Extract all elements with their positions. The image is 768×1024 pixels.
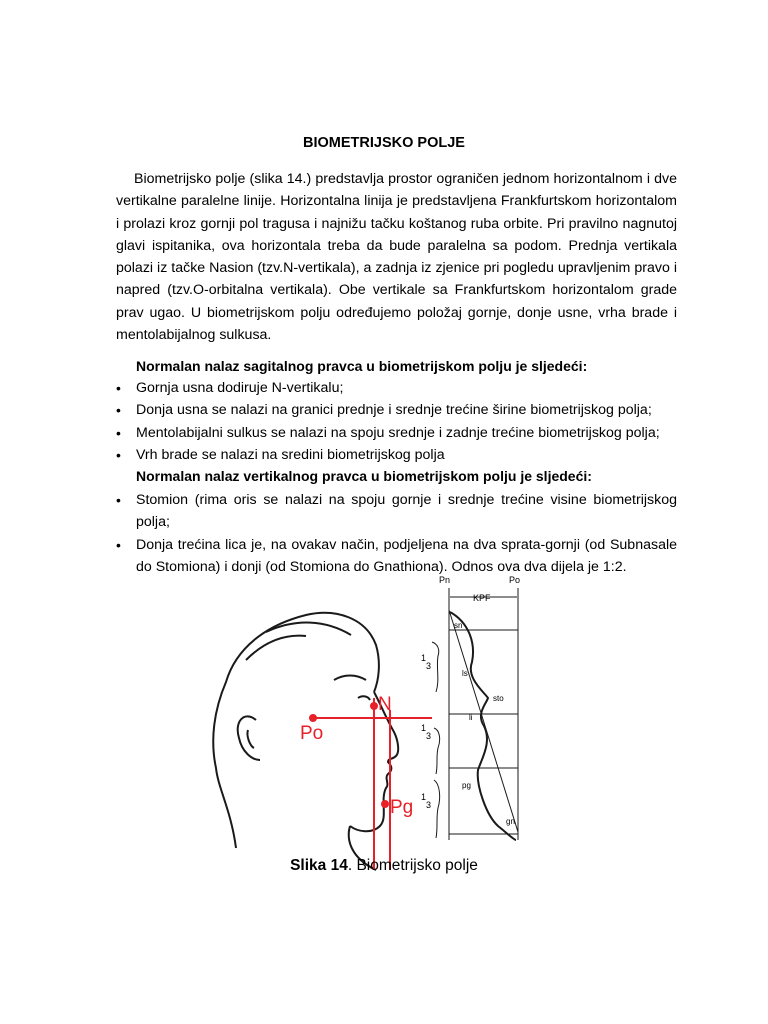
figure-caption	[0, 857, 768, 875]
page-title: BIOMETRIJSKO POLJE	[303, 135, 465, 151]
sagittal-heading: Normalan nalaz sagitalnog pravca u biometrijskom polju je sljedeći:	[136, 358, 588, 374]
list-item: • Gornja usna dodiruje N-vertikalu;	[116, 377, 677, 399]
intro-paragraph: Biometrijsko polje (slika 14.) predstavlja prostor ograničen jednom horizontalnom i dve vertikalne paralelne linije. Horizontalna linija je predstavljena Frankfurtskom horizontalom i prolazi kroz gornji pol tragusa i najnižu tačku koštanog ruba orbite. Pri pravilno nagnutoj glavi ispitanika, ova horizontala treba da bude paralelna sa podom. Prednja vertikala polazi iz tačke Nasion (tzv.N-vertikala), a zadnja iz zjenice pri pogledu upravljenim pravo i napred (tzv.O-orbitalna vertikala). Obe vertikale sa Frankfurtskom horizontalom grade prav ugao. U biometrijskom polju određujemo položaj gornje, donje usne, vrha brade i mentolabijalnog sulkusa.	[116, 171, 677, 344]
list-item: • Donja usna se nalazi na granici prednje i srednje trećine širine biometrijskog polja;	[116, 399, 677, 421]
third-num: 1	[421, 653, 427, 663]
label-pg: Pg	[390, 797, 414, 818]
list-item: • Vrh brade se nalazi na sredini biometrijskog polja	[116, 444, 677, 466]
vertical-heading: Normalan nalaz vertikalnog pravca u biometrijskom polju je sljedeći:	[136, 468, 592, 484]
label-li: li	[469, 713, 473, 722]
list-item: • Donja trećina lica je, na ovakav način, podjeljena na dva sprata-gornji (od Subnasale do Stomiona) i donji (od Stomiona do Gnathiona). Odnos ova dva dijela je 1:2.	[116, 534, 677, 579]
caption-number: Slika 14	[290, 857, 348, 874]
sagittal-list	[116, 377, 677, 466]
label-sto: sto	[493, 694, 504, 703]
third-num: 1	[421, 723, 427, 733]
third-den: 3	[426, 731, 432, 741]
label-pg-small: pg	[462, 781, 471, 790]
third-fractions	[421, 653, 431, 810]
label-n: N	[378, 694, 392, 715]
label-po-top: Po	[509, 575, 521, 585]
biometric-field-figure	[136, 570, 536, 880]
third-num: 1	[421, 792, 427, 802]
label-pn-top: Pn	[439, 575, 451, 585]
label-sn: sn	[454, 621, 463, 630]
schematic-profile	[432, 588, 518, 840]
label-gn: gn	[506, 817, 515, 826]
list-item: • Stomion (rima oris se nalazi na spoju gornje i srednje trećine visine biometrijskog polja;	[116, 489, 677, 534]
third-den: 3	[426, 800, 432, 810]
reference-lines	[310, 698, 432, 870]
caption-text: . Biometrijsko polje	[347, 857, 478, 874]
label-po: Po	[300, 723, 324, 744]
label-kpf: KPF	[473, 593, 491, 603]
label-ls: ls	[462, 669, 468, 678]
vertical-list	[116, 489, 677, 578]
third-den: 3	[426, 661, 432, 671]
list-item: • Mentolabijalni sulkus se nalazi na spoju srednje i zadnje trećine biometrijskog polja;	[116, 422, 677, 444]
